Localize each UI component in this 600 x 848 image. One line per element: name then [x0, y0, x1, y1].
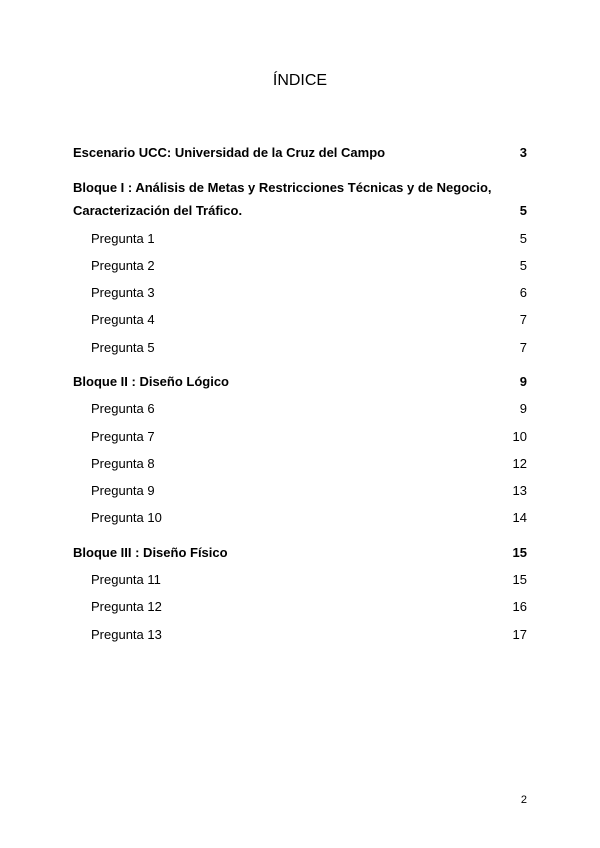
- page-number: 2: [520, 794, 527, 806]
- toc-entry-pregunta-1[interactable]: [73, 229, 527, 249]
- toc-entry-label: Pregunta 6: [91, 401, 155, 416]
- toc-entry-page: 13: [512, 483, 527, 498]
- toc-section-bloque-1-line-1[interactable]: Bloque I : Análisis de Metas y Restricciones Técnicas y de Negocio,: [73, 180, 492, 195]
- toc-entry-label: Pregunta 2: [91, 258, 155, 273]
- toc-entry-label: Pregunta 8: [91, 456, 155, 471]
- toc-entry-label: Pregunta 10: [91, 510, 162, 525]
- toc-entry-page: 5: [519, 231, 527, 246]
- toc-entry-page: 15: [512, 572, 527, 587]
- toc-entry-pregunta-11[interactable]: [73, 570, 527, 590]
- page-title: ÍNDICE: [272, 72, 328, 89]
- toc-entry-label: Pregunta 9: [91, 483, 155, 498]
- toc-section-label: Bloque II : Diseño Lógico: [73, 374, 229, 389]
- toc-entry-label: Pregunta 4: [91, 312, 155, 327]
- toc-section-label: Bloque III : Diseño Físico: [73, 545, 228, 560]
- toc-entry-label: Pregunta 7: [91, 429, 155, 444]
- toc-section-label: Caracterización del Tráfico.: [73, 203, 243, 218]
- toc-entry-page: 7: [519, 312, 527, 327]
- toc-entry-label: Pregunta 3: [91, 285, 155, 300]
- toc-entry-pregunta-2[interactable]: [73, 256, 527, 276]
- toc-entry-pregunta-9[interactable]: [73, 481, 527, 501]
- toc-entry-page: 7: [519, 340, 527, 355]
- toc-entry-page: 3: [519, 145, 527, 160]
- toc-section-bloque-3[interactable]: [73, 543, 527, 563]
- toc-entry-page: 5: [519, 258, 527, 273]
- toc-entry-pregunta-5[interactable]: [73, 338, 527, 358]
- toc-entry-pregunta-6[interactable]: [73, 399, 527, 419]
- toc-entry-pregunta-4[interactable]: [73, 310, 527, 330]
- toc-entry-pregunta-13[interactable]: [73, 625, 527, 645]
- toc-entry-pregunta-10[interactable]: [73, 508, 527, 528]
- toc-section-page: 9: [519, 374, 527, 389]
- toc-entry-pregunta-12[interactable]: [73, 597, 527, 617]
- toc-entry-page: 14: [512, 510, 527, 525]
- toc-entry-label: Pregunta 1: [91, 231, 155, 246]
- toc-entry-pregunta-3[interactable]: [73, 283, 527, 303]
- toc-entry-page: 9: [519, 401, 527, 416]
- toc-entry-page: 12: [512, 456, 527, 471]
- toc-entry-escenario[interactable]: [73, 143, 527, 163]
- toc-entry-label: Pregunta 12: [91, 599, 162, 614]
- toc-entry-label: Pregunta 13: [91, 627, 162, 642]
- toc-entry-page: 17: [512, 627, 527, 642]
- toc-section-page: 5: [519, 203, 527, 218]
- toc-entry-pregunta-8[interactable]: [73, 454, 527, 474]
- toc-entry-page: 10: [512, 429, 527, 444]
- toc-entry-label: Pregunta 5: [91, 340, 155, 355]
- toc-entry-label: Escenario UCC: Universidad de la Cruz del Campo: [73, 145, 386, 160]
- toc-entry-page: 6: [519, 285, 527, 300]
- toc-section-bloque-2[interactable]: [73, 372, 527, 392]
- toc-entry-page: 16: [512, 599, 527, 614]
- toc-section-bloque-1[interactable]: [73, 201, 527, 221]
- toc-entry-pregunta-7[interactable]: [73, 427, 527, 447]
- toc-entry-label: Pregunta 11: [91, 572, 161, 587]
- toc-section-page: 15: [512, 545, 527, 560]
